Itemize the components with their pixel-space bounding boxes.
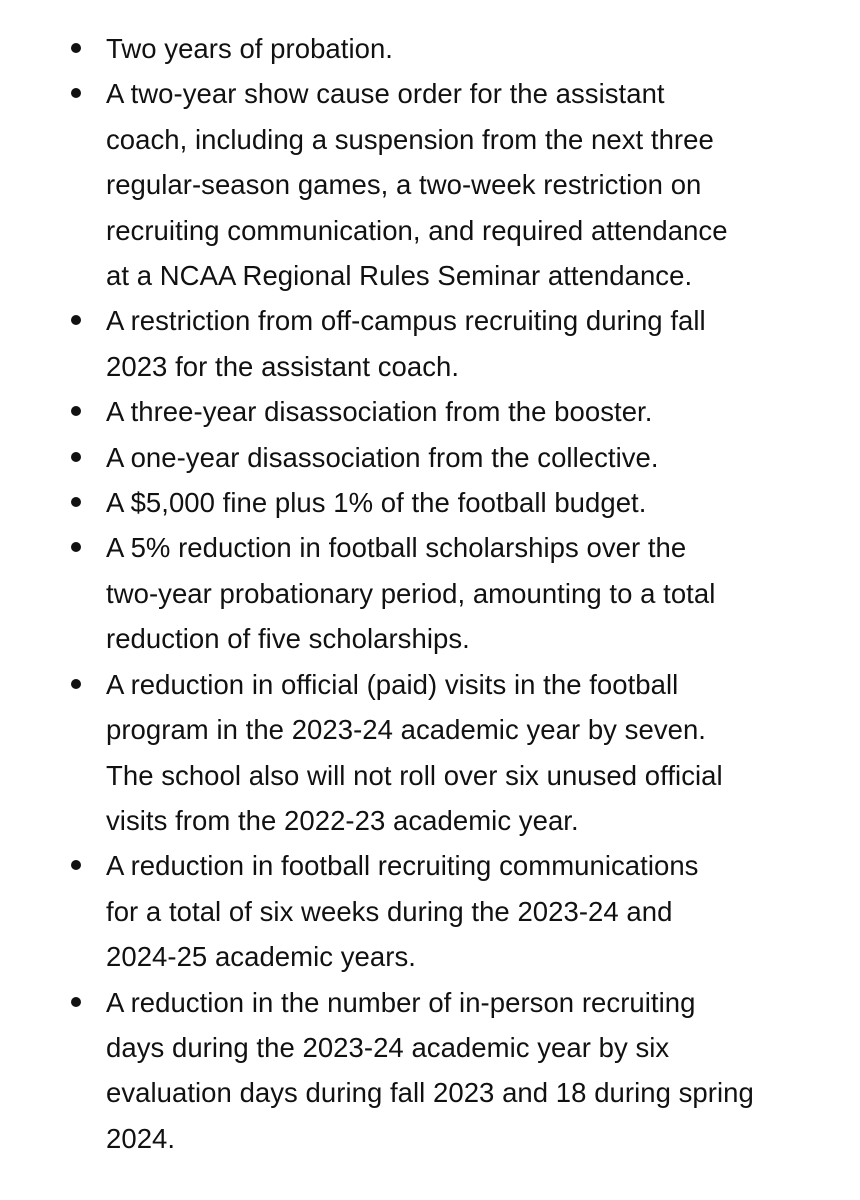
list-item-text: evaluation days during fall 2023 and 18 during spring xyxy=(106,1077,754,1109)
list-item xyxy=(106,662,846,844)
list-item-text: at a NCAA Regional Rules Seminar attendance. xyxy=(106,260,693,292)
list-item-text: A 5% reduction in football scholarships over the xyxy=(106,532,687,564)
bullet-icon xyxy=(71,997,81,1007)
list-item-text: A two-year show cause order for the assistant xyxy=(106,78,665,110)
list-item-text: regular-season games, a two-week restriction on xyxy=(106,169,702,201)
bullet-icon xyxy=(71,860,81,870)
bullet-icon xyxy=(71,406,81,416)
list-item xyxy=(106,525,846,661)
list-item-text: recruiting communication, and required attendance xyxy=(106,214,728,246)
list-item-text: 2024-25 academic years. xyxy=(106,941,416,973)
list-item xyxy=(106,298,846,389)
bullet-icon xyxy=(71,542,81,552)
list-item-text: A restriction from off-campus recruiting during fall xyxy=(106,305,706,337)
list-item-text: A reduction in the number of in-person recruiting xyxy=(106,986,696,1018)
bullet-icon xyxy=(71,497,81,507)
penalty-list xyxy=(0,26,846,1161)
list-item-text: 2023 for the assistant coach. xyxy=(106,350,460,382)
list-item-text: coach, including a suspension from the next three xyxy=(106,123,714,155)
list-item xyxy=(106,980,846,1162)
list-item-text: A $5,000 fine plus 1% of the football budget. xyxy=(106,487,647,519)
list-item xyxy=(106,389,846,434)
list-item xyxy=(106,435,846,480)
list-item-text: reduction of five scholarships. xyxy=(106,623,470,655)
list-item-text: for a total of six weeks during the 2023-24 and xyxy=(106,895,673,927)
list-item-text: A reduction in football recruiting communications xyxy=(106,850,699,882)
list-item-text: 2024. xyxy=(106,1122,176,1154)
bullet-icon xyxy=(71,315,81,325)
list-item-text: program in the 2023-24 academic year by seven. xyxy=(106,714,706,746)
list-item-text: A one-year disassociation from the collective. xyxy=(106,441,659,473)
list-item-text: A reduction in official (paid) visits in the football xyxy=(106,668,679,700)
bullet-icon xyxy=(71,43,81,53)
list-item xyxy=(106,71,846,298)
list-item-text: visits from the 2022-23 academic year. xyxy=(106,804,579,836)
list-item-text: Two years of probation. xyxy=(106,33,393,64)
list-item-text: The school also will not roll over six unused official xyxy=(106,759,723,791)
bullet-icon xyxy=(71,452,81,462)
list-item xyxy=(106,480,846,525)
bullet-icon xyxy=(71,88,81,98)
list-item-text: two-year probationary period, amounting to a total xyxy=(106,577,716,609)
list-item xyxy=(106,26,846,71)
list-item-text: days during the 2023-24 academic year by six xyxy=(106,1031,670,1063)
list-item-text: A three-year disassociation from the booster. xyxy=(106,396,653,428)
list-item xyxy=(106,843,846,979)
bullet-icon xyxy=(71,679,81,689)
